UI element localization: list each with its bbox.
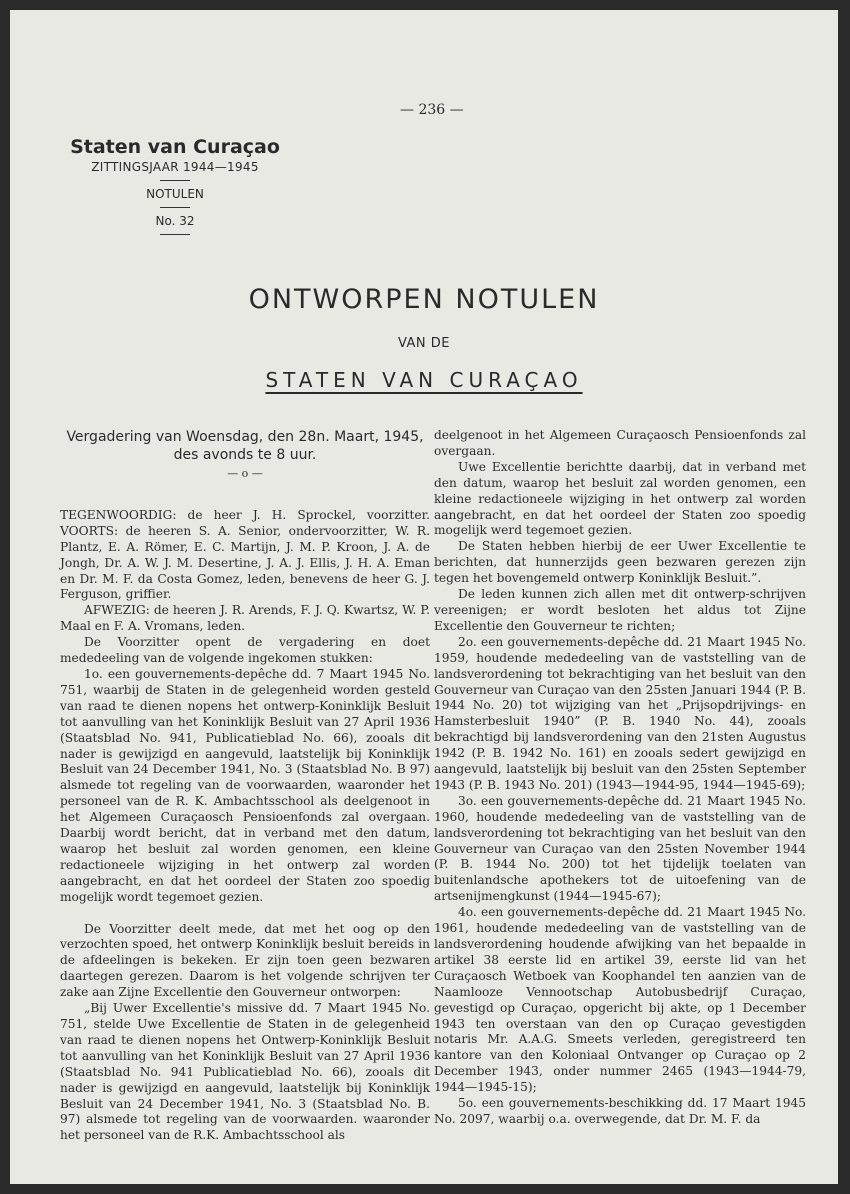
paragraph-item-2: 2o. een gouvernements-depêche dd. 21 Maart 1945 No. 1959, houdende mededeeling van de vaststelling van de landsverordening tot bekrachtiging van het besluit van den Gouverneur van Curaçao van den 25sten Januari 1944 (P. B. 1944 No. 20) tot wijziging van het „Prijsopdrijvings- en Hamsterbesluit 1940” (P. B. 1940 No. 44), zooals bekrachtigd bij landsverordening van den 21sten Augustus 1942 (P. B. 1942 No. 161) en zooals sedert gewijzigd en aangevuld, laatstelijk bij besluit van den 25sten September 1943 (P. B. 1943 No. 201) (1943—1944-95, 1944—1945-69); xyxy=(434,634,806,792)
subtitle-van: VAN DE xyxy=(397,336,451,351)
assembly-name: Staten van Curaçao xyxy=(70,136,280,158)
paragraph-letter: „Bij Uwer Excellentie's missive dd. 7 Maart 1945 No. 751, stelde Uwe Excellentie de Staten in de gelegenheid van raad te dienen nopens het Ontwerp-Koninklijk Besluit tot aanvulling van het Koninklijk Besluit van 27 April 1936 (Staatsblad No. 941 Publicatieblad No. 66), zooals dit nader is gewijzigd en aangevuld, laatstelijk bij Koninklijk Besluit van 24 December 1941, No. 3 (Staatsblad No. B. 97) alsmede tot regeling van de voorwaarden. waaronder het personeel van de R.K. Ambachtsschool als xyxy=(60,1001,430,1143)
paragraph-continued: deelgenoot in het Algemeen Curaçaosch Pensioenfonds zal overgaan. xyxy=(434,428,806,458)
doc-type: NOTULEN xyxy=(146,187,204,201)
paragraph-item-5: 5o. een gouvernements-beschikking dd. 17 Maart 1945 No. 2097, waarbij o.a. overwegende, dat Dr. M. F. da xyxy=(434,1096,806,1126)
divider xyxy=(160,207,190,208)
paragraph-decision: De leden kunnen zich allen met dit ontwerp-schrijven vereenigen; er wordt besloten het aldus tot Zijne Excellentie den Gouverneur te richten; xyxy=(434,587,806,633)
document-page xyxy=(10,10,838,1184)
paragraph-absent: AFWEZIG: de heeren J. R. Arends, F. J. Q. Kwartsz, W. P. Maal en F. A. Vromans, leden. xyxy=(60,603,430,634)
subtitle-staten xyxy=(10,368,838,392)
right-column xyxy=(434,428,806,1128)
divider xyxy=(160,234,190,235)
paragraph-present: TEGENWOORDIG: de heer J. H. Sprockel, voorzitter. VOORTS: de heeren S. A. Senior, ondervoorzitter, W. R. Plantz, E. A. Römer, E. C. Martijn, J. M. P. Kroon, J. A. de Jongh, Dr. A. W. J. M. Desertine, J. A. J. Ellis, J. H. A. Eman en Dr. M. F. da Costa Gomez, leden, benevens de heer G. J. Ferguson, griffier. xyxy=(60,507,430,602)
meeting-time: des avonds te 8 uur. xyxy=(173,447,317,463)
session-year: ZITTINGSJAAR 1944—1945 xyxy=(91,160,259,174)
page-number: — 236 — xyxy=(400,102,464,118)
paragraph-item-1: 1o. een gouvernements-depêche dd. 7 Maart 1945 No. 751, waarbij de Staten in de gelegenheid worden gesteld van raad te dienen nopens het ontwerp-Koninklijk Besluit tot aanvulling van het Koninklijk Besluit van 27 April 1936 (Staatsblad No. 941, Publicatieblad No. 66), zooals dit nader is gewijzigd en aangevuld, laatstelijk bij Koninklijk Besluit van 24 December 1941, No. 3 (Staatsblad No. B 97) alsmede tot regeling van de voorwaarden, waaronder het personeel van de R. K. Ambachtsschool als deelgenoot in het Algemeen Curaçaosch Pensioenfonds zal overgaan. Daarbij wordt bericht, dat in verband met den datum, waarop het besluit zal worden genomen, een kleine redactioneele wijziging in het ontwerp zal worden aangebracht, en dat het oordeel der Staten zoo spoedig mogelijk wordt tegemoet gezien. xyxy=(60,666,430,904)
paragraph-item-4: 4o. een gouvernements-depêche dd. 21 Maart 1945 No. 1961, houdende mededeeling van de vaststelling van de landsverordening houdende afwijking van het bepaalde in artikel 38 eerste lid en artikel 39, eerste lid van het Curaçaosch Wetboek van Koophandel ten aanzien van de Naamlooze Vennootschap Autobusbedrijf Curaçao, gevestigd op Curaçao, opgericht bij akte, op 1 December 1943 ten overstaan van den op Curaçao gevestigden notaris Mr. A.A.G. Smeets verleden, geregistreerd ten kantore van den Koloniaal Ontvanger op Curaçao op 2 December 1943, onder nummer 2465 (1943—1944-79, 1944—1945-15); xyxy=(434,905,806,1095)
main-title: ONTWORPEN NOTULEN xyxy=(248,284,600,315)
left-column xyxy=(60,428,430,1144)
separator: — o — xyxy=(227,467,263,480)
paragraph-letter-3: De Staten hebben hierbij de eer Uwer Excellentie te berichten, dat hunnerzijds geen bezwaren gerezen zijn tegen het bovengemeld ontwerp Koninklijk Besluit.”. xyxy=(434,539,806,586)
subtitle-staten-text: STATEN VAN CURAÇAO xyxy=(265,368,583,392)
paragraph-opening: De Voorzitter opent de vergadering en doet mededeeling van de volgende ingekomen stukken: xyxy=(60,635,430,666)
meeting-date: Vergadering van Woensdag, den 28n. Maart, 1945, xyxy=(66,429,424,445)
divider xyxy=(160,180,190,181)
assembly-header xyxy=(70,136,280,241)
paragraph-chair-note: De Voorzitter deelt mede, dat met het oog op den verzochten spoed, het ontwerp Koninklijk besluit bereids in de afdeelingen is bekeken. Er zijn toen geen bezwaren daartegen gerezen. Daarom is het volgende schrijven ter zake aan Zijne Excellentie den Gouverneur ontworpen: xyxy=(60,921,430,1000)
paragraph-item-3: 3o. een gouvernements-depêche dd. 21 Maart 1945 No. 1960, houdende mededeeling van de vaststelling van de landsverordening tot bekrachtiging van het besluit van den Gouverneur van Curaçao van den 25sten November 1944 (P. B. 1944 No. 200) tot het tijdelijk toelaten van buitenlandsche apothekers tot de uitoefening van de artsenijmengkunst (1944—1945-67); xyxy=(434,793,806,904)
paragraph-letter-2: Uwe Excellentie berichtte daarbij, dat in verband met den datum, waarop het besluit zal worden genomen, een kleine redactioneele wijziging in het ontwerp zal worden aangebracht, en dat het oordeel der Staten zoo spoedig mogelijk werd tegemoet gezien. xyxy=(434,459,806,538)
doc-number: No. 32 xyxy=(155,214,195,228)
